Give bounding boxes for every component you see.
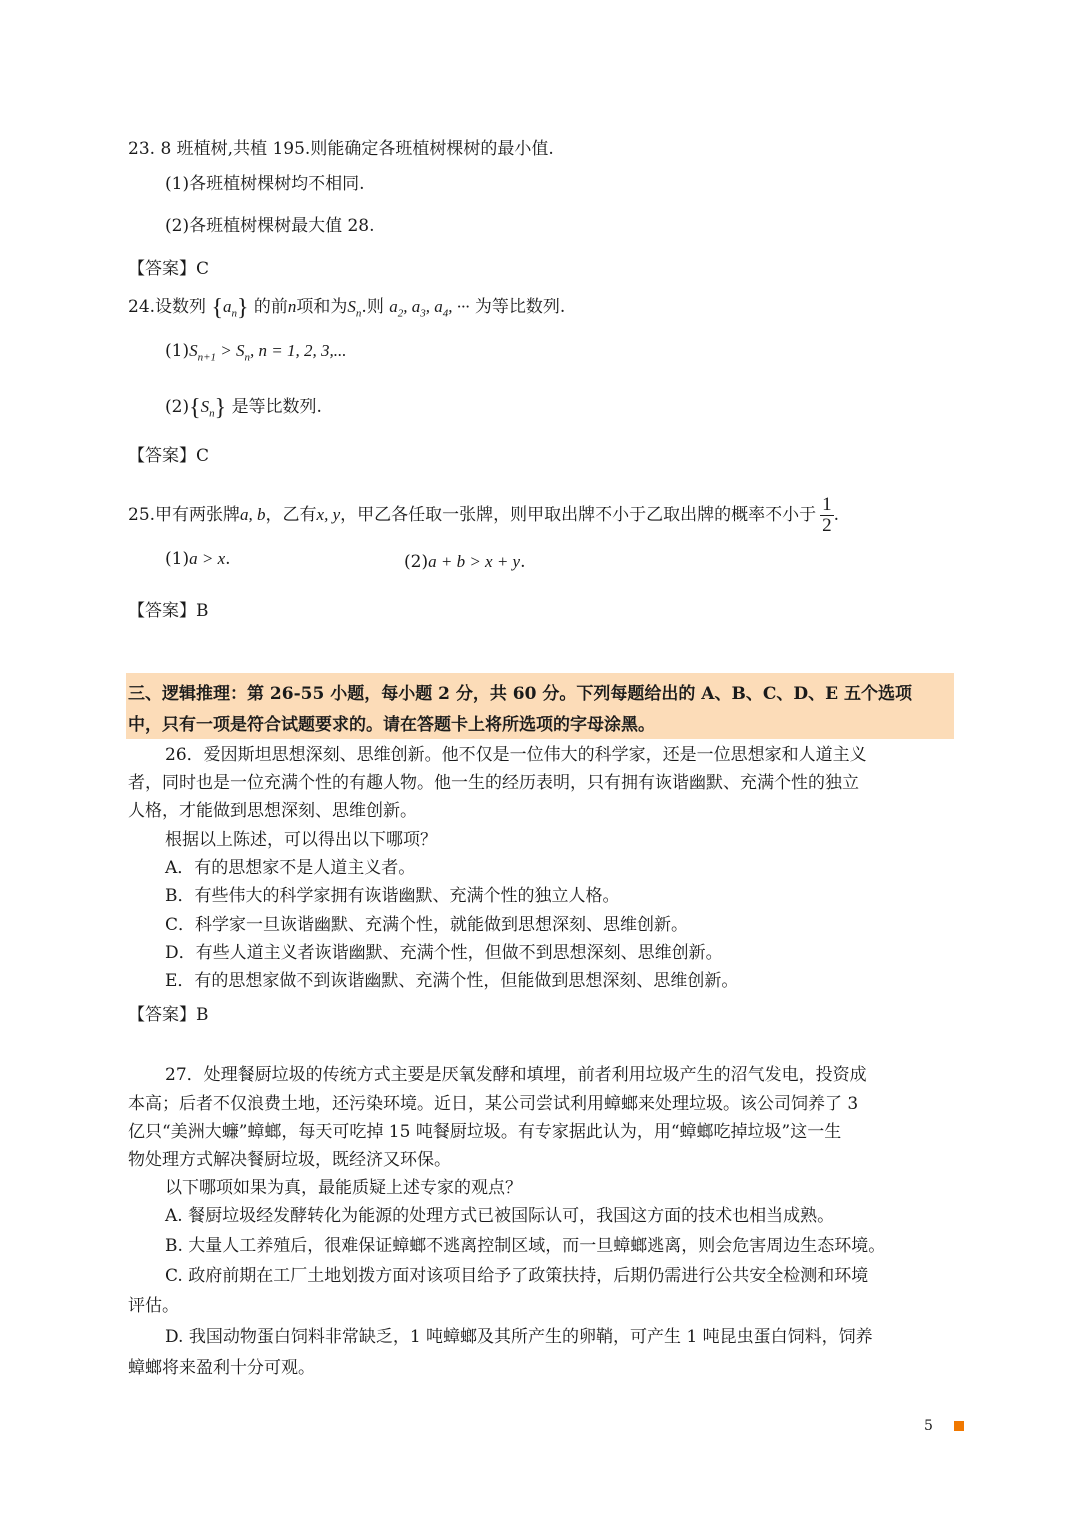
q25-ab: a, b: [240, 505, 266, 524]
q24-sequence: $\{a_n\}$: [211, 295, 249, 321]
q24-stem: [128, 296, 565, 324]
q25-condition-1: (1)a > x.: [165, 549, 231, 569]
q27-option-d-line-1: D. 我国动物蛋白饲料非常缺乏，1 吨蟑螂及其所产生的卵鞘，可产生 1 吨昆虫蛋白饲料，饲养: [165, 1327, 873, 1347]
q27-option-b: B. 大量人工养殖后，很难保证蟑螂不逃离控制区域，而一旦蟑螂逃离，则会危害周边生态环境。: [165, 1236, 886, 1256]
q25-condition-2: (2)a + b > x + y.: [404, 552, 526, 572]
page-number: 5: [924, 1418, 933, 1434]
q25-fraction: $\frac{1}{2}$: [822, 494, 832, 536]
q24-text-1: 设数列: [155, 297, 207, 317]
q23-stem: 23. 8 班植树,共植 195.则能确定各班植树棵树的最小值.: [128, 139, 554, 159]
q24-condition-1-rest: n = 1, 2, 3,...: [258, 341, 347, 360]
q26-passage-line-3: 人格，才能做到思想深刻、思维创新。: [128, 801, 417, 821]
q26-option-b: B．有些伟大的科学家拥有诙谐幽默、充满个性的独立人格。: [165, 886, 620, 906]
q24-n: n: [287, 297, 297, 316]
q26-passage-line-1: 26．爱因斯坦思想深刻、思维创新。他不仅是一位伟大的科学家，还是一位思想家和人道主义: [165, 745, 867, 765]
q23-condition-1: (1)各班植树棵树均不相同.: [165, 174, 365, 194]
section-header-line-2: 中，只有一项是符合试题要求的。请在答题卡上将所选项的字母涂黑。: [128, 715, 655, 735]
q24-condition-1: $(1)S_{n+1} > S_n$, n = 1, 2, 3,...: [165, 341, 347, 364]
q23-answer: 【答案】C: [128, 259, 210, 279]
q27-passage-line-3: 亿只“美洲大蠊”蟑螂，每天可吃掉 15 吨餐厨垃圾。有专家据此认为，用“蟑螂吃掉垃圾”这一生: [128, 1122, 842, 1142]
q24-terms: $a_2$, $a_3$, $a_4$, ···: [389, 297, 470, 320]
q26-option-d: D．有些人道主义者诙谐幽默、充满个性，但做不到思想深刻、思维创新。: [165, 943, 723, 963]
q25-xy: x, y: [316, 505, 341, 524]
q27-option-c-line-1: C. 政府前期在工厂土地划拨方面对该项目给予了政策扶持，后期仍需进行公共安全检测和环境: [165, 1266, 869, 1286]
q27-option-c-line-2: 评估。: [128, 1296, 179, 1316]
q24-answer: 【答案】C: [128, 446, 210, 466]
q24-condition-2: $(2)\{S_n\}$ 是等比数列.: [165, 395, 322, 421]
q24-sum: $S_n$: [347, 297, 362, 320]
q24-text-3: 项和为: [296, 297, 348, 317]
q27-option-a: A. 餐厨垃圾经发酵转化为能源的处理方式已被国际认可，我国这方面的技术也相当成熟。: [165, 1206, 835, 1226]
q27-option-d-line-2: 蟑螂将来盈利十分可观。: [128, 1358, 315, 1378]
q27-passage-line-1: 27．处理餐厨垃圾的传统方式主要是厌氧发酵和填埋，前者利用垃圾产生的沼气发电，投资成: [165, 1065, 867, 1085]
q26-passage-line-2: 者，同时也是一位充满个性的有趣人物。他一生的经历表明，只有拥有诙谐幽默、充满个性的独立: [128, 773, 859, 793]
q27-passage-line-2: 本高；后者不仅浪费土地，还污染环境。近日，某公司尝试利用蟑螂来处理垃圾。该公司饲养了 3: [128, 1094, 859, 1114]
q26-question: 根据以上陈述，可以得出以下哪项？: [165, 830, 437, 850]
q24-text-2: 的前: [253, 297, 288, 317]
q24-text-5: 为等比数列.: [474, 297, 566, 317]
section-header: [126, 673, 954, 739]
section-header-line-1: 三、逻辑推理：第 26-55 小题，每小题 2 分，共 60 分。下列每题给出的 A、B、C、D、E 五个选项: [128, 684, 912, 704]
q27-passage-line-4: 物处理方式解决餐厨垃圾，既经济又环保。: [128, 1150, 451, 1170]
q26-option-e: E．有的思想家做不到诙谐幽默、充满个性，但能做到思想深刻、思维创新。: [165, 971, 739, 991]
q26-option-a: A．有的思想家不是人道主义者。: [165, 858, 416, 878]
q27-question: 以下哪项如果为真，最能质疑上述专家的观点？: [165, 1178, 522, 1198]
page-accent-square: [954, 1421, 964, 1431]
q24-text-4: .则: [361, 297, 384, 317]
q24-number: 24.: [128, 297, 156, 317]
q25-answer: 【答案】B: [128, 601, 209, 621]
q26-answer: 【答案】B: [128, 1005, 209, 1025]
q26-option-c: C．科学家一旦诙谐幽默、充满个性，就能做到思想深刻、思维创新。: [165, 915, 689, 935]
q23-condition-2: (2)各班植树棵树最大值 28.: [165, 216, 375, 236]
q25-stem: 25.甲有两张牌a, b，乙有x, y，甲乙各任取一张牌，则甲取出牌不小于乙取出牌的概率不小于 $\frac{1}{2}$ .: [128, 494, 840, 536]
